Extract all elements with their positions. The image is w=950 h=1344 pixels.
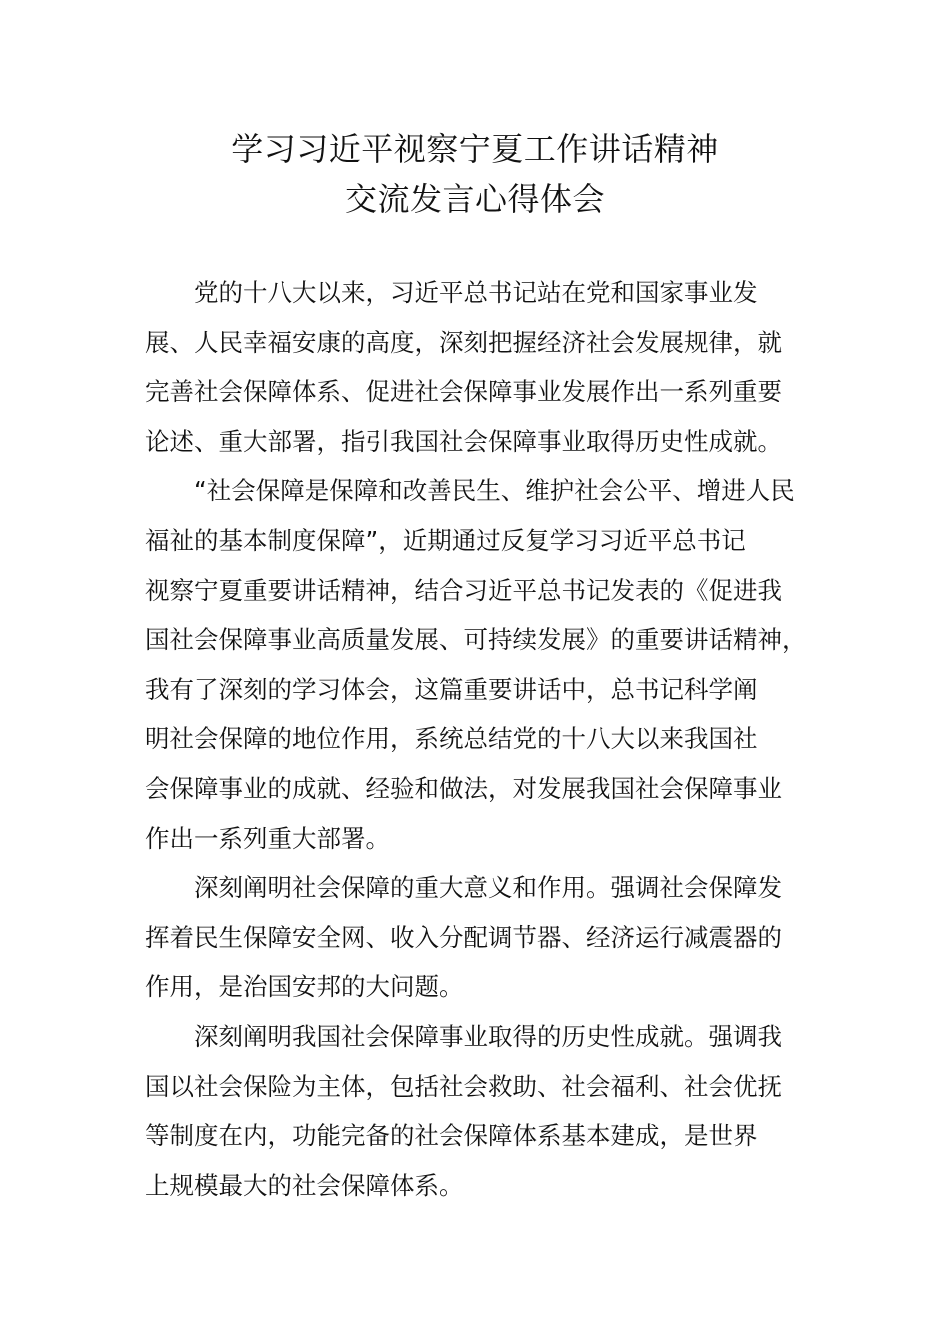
paragraph-line: 国社会保障事业高质量发展、可持续发展》的重要讲话精神， [145, 625, 807, 655]
paragraph-line: 完善社会保障体系、促进社会保障事业发展作出一系列重要 [145, 377, 782, 407]
paragraph-line: 挥着民生保障安全网、收入分配调节器、经济运行减震器的 [145, 922, 782, 952]
paragraph-line: 我有了深刻的学习体会，这篇重要讲话中，总书记科学阐 [145, 674, 758, 704]
paragraph-2 [145, 466, 825, 863]
paragraph-line: “社会保障是保障和改善民生、维护社会公平、增进人民 [194, 476, 795, 506]
paragraph-line: 福祉的基本制度保障”，近期通过反复学习习近平总书记 [145, 525, 746, 555]
paragraph-4 [145, 1012, 825, 1210]
paragraph-line: 作用，是治国安邦的大问题。 [145, 972, 464, 1002]
document-title [0, 124, 950, 224]
paragraph-line: 视察宁夏重要讲话精神，结合习近平总书记发表的《促进我 [145, 575, 782, 605]
paragraph-1 [145, 268, 825, 466]
paragraph-line: 明社会保障的地位作用，系统总结党的十八大以来我国社 [145, 724, 758, 754]
paragraph-line: 作出一系列重大部署。 [145, 823, 390, 853]
paragraph-line: 会保障事业的成就、经验和做法，对发展我国社会保障事业 [145, 773, 782, 803]
paragraph-line: 上规模最大的社会保障体系。 [145, 1170, 464, 1200]
paragraph-line: 国以社会保险为主体，包括社会救助、社会福利、社会优抚 [145, 1071, 782, 1101]
paragraph-line: 展、人民幸福安康的高度，深刻把握经济社会发展规律，就 [145, 327, 782, 357]
paragraph-3 [145, 863, 825, 1012]
paragraph-line: 等制度在内，功能完备的社会保障体系基本建成，是世界 [145, 1121, 758, 1151]
paragraph-line: 论述、重大部署，指引我国社会保障事业取得历史性成就。 [145, 426, 782, 456]
paragraph-line: 深刻阐明我国社会保障事业取得的历史性成就。强调我 [194, 1021, 782, 1051]
paragraph-line: 深刻阐明社会保障的重大意义和作用。强调社会保障发 [194, 873, 782, 903]
title-line-1: 学习习近平视察宁夏工作讲话精神 [231, 130, 719, 168]
paragraph-line: 党的十八大以来，习近平总书记站在党和国家事业发 [194, 278, 758, 307]
document-body [145, 268, 825, 1210]
title-line-2: 交流发言心得体会 [344, 180, 605, 218]
